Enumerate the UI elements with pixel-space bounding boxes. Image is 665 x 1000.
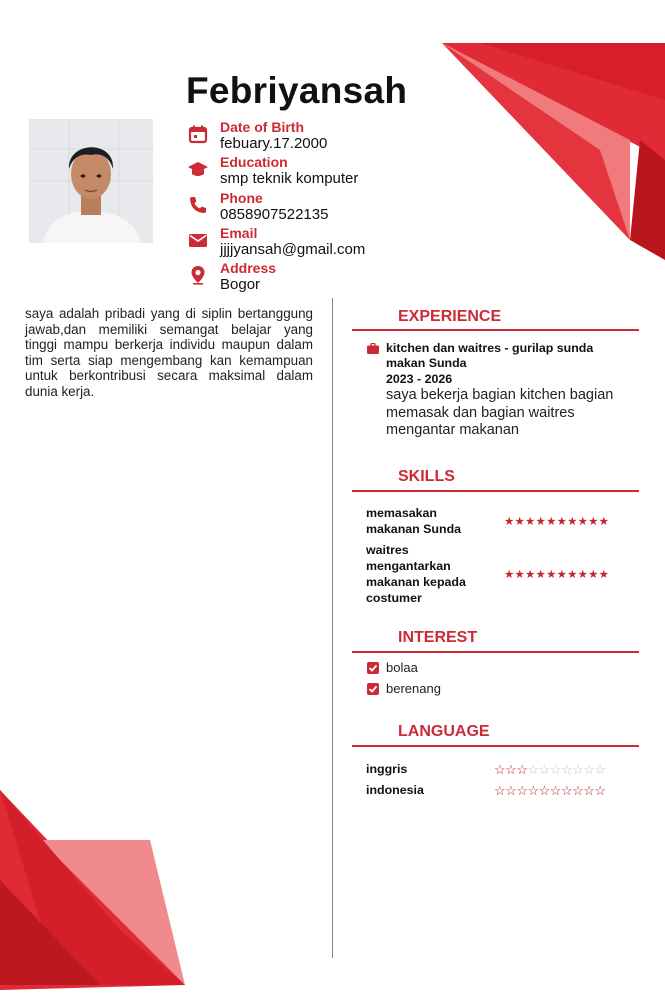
rating-star: ★: [504, 516, 515, 528]
language-rating-stars: [494, 784, 606, 798]
education-value: smp teknik komputer: [220, 170, 359, 188]
rating-star: ☆: [594, 783, 606, 798]
phone-icon: [188, 195, 208, 215]
rating-star: ★: [525, 569, 536, 581]
email-label: Email: [220, 224, 258, 241]
language-heading: LANGUAGE: [398, 723, 490, 740]
rating-star: ☆: [549, 762, 561, 777]
interest-item: bolaa: [386, 660, 418, 675]
rating-star: ☆: [572, 783, 584, 798]
envelope-icon: [188, 230, 208, 250]
rating-star: ★: [556, 516, 568, 528]
contact-email: [188, 224, 448, 259]
language-name: indonesia: [366, 783, 424, 797]
phone-label: Phone: [220, 189, 263, 206]
rating-star: ★: [598, 569, 610, 581]
rating-star: ☆: [572, 762, 584, 777]
rating-star: ★: [504, 569, 515, 581]
rating-star: ★: [598, 516, 610, 528]
address-label: Address: [220, 260, 277, 277]
interest-heading: INTEREST: [398, 629, 478, 646]
rating-star: ☆: [583, 762, 595, 777]
experience-years: 2023 - 2026: [386, 372, 453, 386]
rating-star: ☆: [516, 783, 528, 798]
contact-date-of-birth: [188, 118, 448, 153]
contact-phone: [188, 189, 448, 224]
contact-info: [188, 118, 448, 294]
rating-star: ☆: [494, 783, 506, 798]
calendar-icon: [188, 124, 208, 144]
contact-education: [188, 153, 448, 188]
rating-star: ☆: [516, 762, 528, 777]
checkbox-checked-icon: [367, 662, 379, 674]
experience-heading: EXPERIENCE: [398, 308, 502, 325]
briefcase-icon: [367, 343, 379, 354]
rating-star: ☆: [560, 783, 573, 798]
rating-star: ★: [567, 569, 578, 581]
checkbox-checked-icon: [367, 683, 379, 695]
education-label: Education: [220, 154, 288, 171]
skills-divider: [352, 490, 639, 492]
rating-star: ☆: [560, 762, 573, 777]
rating-star: ★: [567, 516, 578, 528]
rating-star: ★: [546, 569, 557, 581]
dob-value: febuary.17.2000: [220, 135, 328, 152]
language-divider: [352, 745, 639, 747]
skill-name: memasakan makanan Sunda: [366, 506, 462, 536]
candidate-name: Febriyansah: [186, 70, 408, 111]
rating-star: ★: [535, 569, 547, 581]
rating-star: ☆: [583, 783, 595, 798]
contact-address: [188, 259, 448, 294]
interest-divider: [352, 651, 639, 653]
experience-title: kitchen dan waitres - gurilap sunda makan Sunda: [386, 341, 594, 370]
profile-photo: [29, 119, 153, 243]
skill-name: waitres mengantarkan makanan kepada costumer: [366, 543, 466, 605]
rating-star: ☆: [494, 762, 506, 777]
rating-star: ★: [556, 569, 568, 581]
interest-item: berenang: [386, 681, 441, 696]
language-name: inggris: [366, 762, 408, 776]
skill-rating-stars: [504, 568, 609, 582]
rating-star: ★: [577, 569, 589, 581]
profile-summary: saya adalah pribadi yang di siplin bertanggung jawab,dan memiliki semangat belajar yang tinggi mampu berkerja individu maupun dalam tim serta siap mengembang kan kemampuan untuk berkontribusi secara maksimal dalam dunia kerja.: [25, 306, 313, 399]
column-divider: [332, 298, 333, 958]
experience-description: saya bekerja bagian kitchen bagian memasak dan bagian waitres mengantar makanan: [386, 387, 614, 438]
experience-divider: [352, 329, 639, 331]
rating-star: ☆: [549, 783, 561, 798]
rating-star: ☆: [538, 762, 550, 777]
rating-star: ★: [525, 516, 536, 528]
graduation-cap-icon: [188, 159, 208, 179]
language-rating-stars: [494, 763, 606, 777]
rating-star: ☆: [527, 783, 539, 798]
skill-rating-stars: [504, 515, 609, 529]
location-pin-icon: [188, 265, 208, 285]
rating-star: ☆: [594, 762, 606, 777]
rating-star: ★: [535, 516, 547, 528]
skills-heading: SKILLS: [398, 468, 455, 485]
rating-star: ★: [577, 516, 589, 528]
rating-star: ☆: [505, 762, 517, 777]
rating-star: ★: [588, 516, 599, 528]
rating-star: ★: [546, 516, 557, 528]
dob-label: Date of Birth: [220, 119, 304, 135]
rating-star: ★: [514, 516, 526, 528]
phone-value: 0858907522135: [220, 205, 329, 223]
address-value: Bogor: [220, 276, 261, 294]
rating-star: ☆: [505, 783, 517, 798]
rating-star: ☆: [527, 762, 539, 777]
email-value[interactable]: jjjjyansah@gmail.com: [220, 240, 366, 258]
rating-star: ★: [514, 569, 526, 581]
rating-star: ☆: [538, 783, 550, 798]
rating-star: ★: [588, 569, 599, 581]
